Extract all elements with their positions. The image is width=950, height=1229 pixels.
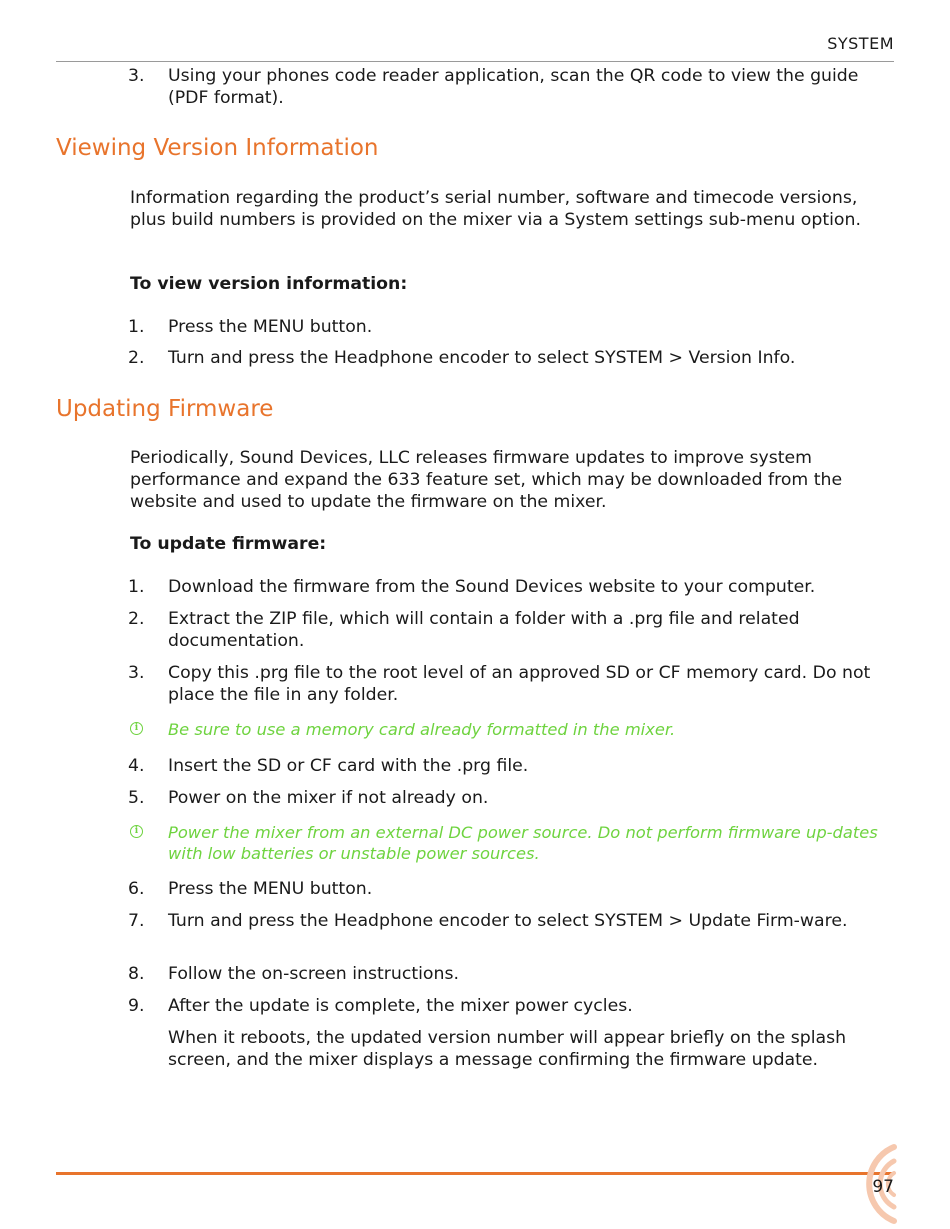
firmware-step-9 <box>128 995 888 1017</box>
firmware-description: Periodically, Sound Devices, LLC releases firmware updates to improve system performance and expand the 633 feature set, which may be downloaded from the website and used to update the firmware on the mixer. <box>130 448 843 512</box>
footer-divider <box>56 1172 894 1175</box>
version-description: Information regarding the product’s serial number, software and timecode versions, plus build numbers is provided on the mixer via a System settings sub-menu option. <box>130 188 861 230</box>
step-text: Turn and press the Headphone encoder to select SYSTEM > Update Firm-ware. <box>168 911 848 931</box>
step-text: Press the MENU button. <box>168 317 373 337</box>
header-section-label: SYSTEM <box>827 34 894 53</box>
step-text: Extract the ZIP file, which will contain a folder with a .prg file and related documentation. <box>168 609 800 651</box>
step-text: Turn and press the Headphone encoder to select SYSTEM > Version Info. <box>168 348 796 368</box>
info-icon: i <box>130 722 143 735</box>
step-number: 1. <box>128 577 145 597</box>
step-text: After the update is complete, the mixer power cycles. <box>168 996 633 1016</box>
firmware-step-3 <box>128 662 888 706</box>
firmware-step-1 <box>128 576 888 598</box>
firmware-note-1 <box>130 719 890 740</box>
step-number: 2. <box>128 348 145 368</box>
step-text: Using your phones code reader application, scan the QR code to view the guide (PDF format). <box>168 66 859 108</box>
step-number: 5. <box>128 788 145 808</box>
step-text: Insert the SD or CF card with the .prg file. <box>168 756 529 776</box>
firmware-step-5 <box>128 787 888 809</box>
step-number: 1. <box>128 317 145 337</box>
page-number: 97 <box>872 1177 894 1197</box>
version-step-1 <box>128 316 888 338</box>
firmware-step-4 <box>128 755 888 777</box>
step-number: 3. <box>128 663 145 683</box>
version-step-2 <box>128 347 888 369</box>
step-number: 7. <box>128 911 145 931</box>
firmware-step-2 <box>128 608 888 652</box>
version-procedure-heading: To view version information: <box>130 274 408 294</box>
step-text: Follow the on-screen instructions. <box>168 964 459 984</box>
header-divider <box>56 61 894 62</box>
info-icon: i <box>130 825 143 838</box>
step-text: Download the firmware from the Sound Devices website to your computer. <box>168 577 816 597</box>
firmware-step-6 <box>128 878 888 900</box>
step-number: 2. <box>128 609 145 629</box>
firmware-step-7 <box>128 910 888 932</box>
section-title-firmware: Updating Firmware <box>56 396 274 422</box>
section-title-version: Viewing Version Information <box>56 135 379 161</box>
firmware-step-8 <box>128 963 888 985</box>
firmware-procedure-heading: To update firmware: <box>130 534 327 554</box>
step-text: Press the MENU button. <box>168 879 373 899</box>
note-text: Power the mixer from an external DC power source. Do not perform firmware up-dates with low batteries or unstable power sources. <box>168 823 878 863</box>
step-number: 9. <box>128 996 145 1016</box>
step-number: 4. <box>128 756 145 776</box>
firmware-closing-text: When it reboots, the updated version number will appear briefly on the splash screen, and the mixer displays a message confirming the firmware update. <box>168 1028 847 1070</box>
step-text: Copy this .prg file to the root level of an approved SD or CF memory card. Do not place the file in any folder. <box>168 663 871 705</box>
firmware-note-2 <box>130 822 890 864</box>
note-text: Be sure to use a memory card already formatted in the mixer. <box>168 720 676 739</box>
step-number: 6. <box>128 879 145 899</box>
step-number: 3. <box>128 66 145 86</box>
step-number: 8. <box>128 964 145 984</box>
step-text: Power on the mixer if not already on. <box>168 788 489 808</box>
intro-step <box>128 65 888 109</box>
